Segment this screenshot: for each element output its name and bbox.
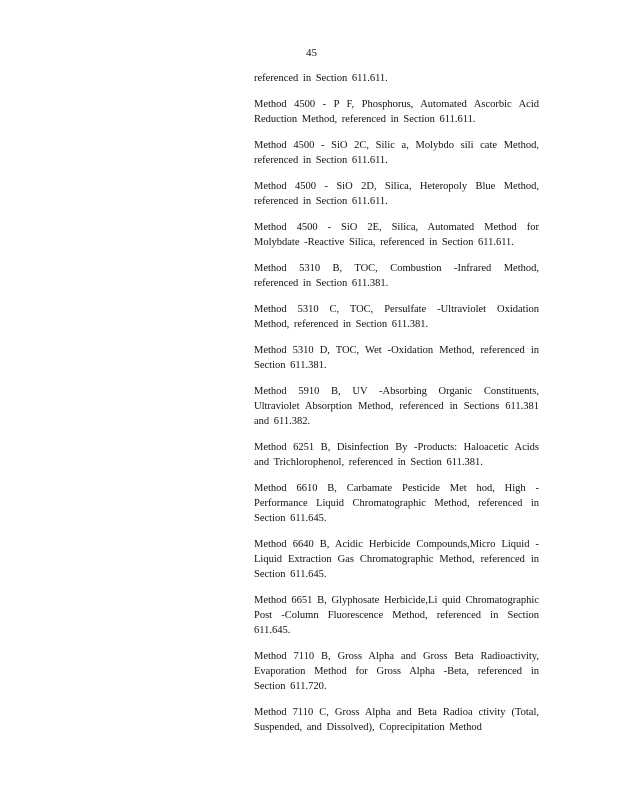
paragraph: Method 4500 - P F, Phosphorus, Automated Ascorbic Acid Reduction Method, referenced in Section 611.611. — [254, 99, 539, 125]
paragraph: Method 5310 D, TOC, Wet -Oxidation Method, referenced in Section 611.381. — [254, 345, 539, 371]
paragraph: Method 7110 C, Gross Alpha and Beta Radioa ctivity (Total, Suspended, and Dissolved), Coprecipitation Method — [254, 707, 539, 733]
paragraph: Method 4500 - SiO 2C, Silic a, Molybdo sili cate Method, referenced in Section 611.611. — [254, 140, 539, 166]
paragraph: Method 4500 - SiO 2E, Silica, Automated Method for Molybdate -Reactive Silica, referenced in Section 611.611. — [254, 222, 539, 248]
paragraph: referenced in Section 611.611. — [254, 73, 388, 84]
paragraph: Method 5310 C, TOC, Persulfate -Ultraviolet Oxidation Method, referenced in Section 611.381. — [254, 304, 539, 330]
paragraph: Method 4500 - SiO 2D, Silica, Heteropoly Blue Method, referenced in Section 611.611. — [254, 181, 539, 207]
paragraph: Method 6610 B, Carbamate Pesticide Met hod, High - Performance Liquid Chromatographic Method, referenced in Section 611.645. — [254, 483, 539, 524]
paragraph: Method 7110 B, Gross Alpha and Gross Beta Radioactivity, Evaporation Method for Gross Alpha -Beta, referenced in Section 611.720. — [254, 651, 539, 692]
paragraph: Method 6640 B, Acidic Herbicide Compounds,Micro Liquid -Liquid Extraction Gas Chromatographic Method, referenced in Section 611.645. — [254, 539, 539, 580]
paragraph: Method 5310 B, TOC, Combustion -Infrared Method, referenced in Section 611.381. — [254, 263, 539, 289]
paragraph: Method 6251 B, Disinfection By -Products: Haloacetic Acids and Trichlorophenol, referenced in Section 611.381. — [254, 442, 539, 468]
page-number: 45 — [306, 47, 317, 59]
body-text — [254, 71, 539, 746]
paragraph: Method 5910 B, UV -Absorbing Organic Constituents, Ultraviolet Absorption Method, referenced in Sections 611.381 and 611.382. — [254, 386, 539, 427]
paragraph: Method 6651 B, Glyphosate Herbicide,Li quid Chromatographic Post -Column Fluorescence Method, referenced in Section 611.645. — [254, 595, 539, 636]
